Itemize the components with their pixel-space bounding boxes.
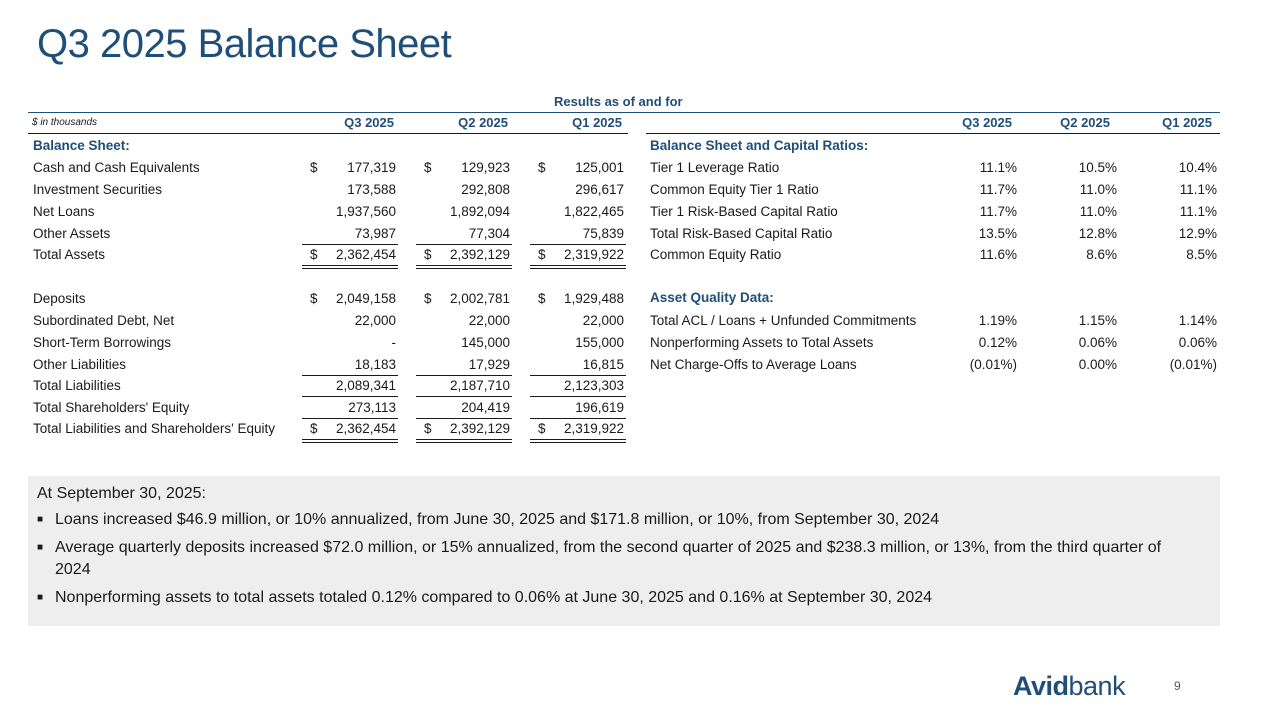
dollar-sign [538, 203, 552, 221]
total-underline [416, 244, 512, 245]
balance-sheet-section-label: Balance Sheet: [33, 138, 130, 153]
ratio-value: 11.6% [979, 247, 1017, 262]
logo-part-bank: bank [1068, 671, 1126, 701]
ratio-value: 11.1% [1179, 182, 1217, 197]
dollar-sign [538, 225, 552, 243]
dollar-sign [538, 377, 552, 395]
balance-sheet-value [310, 246, 396, 264]
logo-part-avid: Avid [1013, 671, 1069, 701]
dollar-sign [310, 312, 324, 330]
ratio-value: 0.12% [978, 335, 1017, 350]
left-col-head-q2: Q2 2025 [458, 115, 508, 130]
total-underline [302, 396, 398, 397]
balance-sheet-row-label: Deposits [33, 291, 86, 306]
dollar-sign: $ [310, 160, 318, 175]
ratio-value: 0.00% [1078, 357, 1117, 372]
total-underline [416, 268, 512, 269]
ratio-value: 11.1% [979, 160, 1017, 175]
dollar-sign [424, 334, 438, 352]
balance-sheet-value [310, 203, 396, 221]
total-underline [530, 375, 626, 376]
balance-sheet-value [424, 290, 510, 308]
balance-sheet-value-text: 292,808 [461, 182, 510, 197]
balance-sheet-value-text: 129,923 [461, 160, 510, 175]
notes-bullet [37, 509, 1187, 531]
total-underline [302, 268, 398, 269]
dollar-sign: $ [538, 160, 546, 175]
total-underline [530, 442, 626, 443]
balance-sheet-value [310, 290, 396, 308]
total-underline [416, 439, 512, 440]
ratio-value: 11.0% [1079, 204, 1117, 219]
left-col-head-q1: Q1 2025 [572, 115, 622, 130]
balance-sheet-row-label: Total Shareholders' Equity [33, 400, 190, 415]
balance-sheet-row-label: Short-Term Borrowings [33, 335, 172, 350]
asset-quality-section-label: Asset Quality Data: [650, 290, 774, 305]
total-underline [416, 265, 512, 266]
balance-sheet-value [538, 377, 624, 395]
total-underline [302, 265, 398, 266]
balance-sheet-value-text: 17,929 [468, 357, 510, 372]
balance-sheet-value [538, 159, 624, 177]
ratio-row-label: Common Equity Ratio [650, 247, 782, 262]
balance-sheet-value-text: 2,123,303 [563, 378, 624, 393]
ratio-value: (0.01%) [969, 357, 1017, 372]
right-col-head-q1: Q1 2025 [1162, 115, 1212, 130]
left-col-head-underline [28, 133, 628, 134]
right-col-head-q2: Q2 2025 [1060, 115, 1110, 130]
capital-ratios-section-label: Balance Sheet and Capital Ratios: [650, 138, 869, 153]
notes-bullet [37, 587, 1187, 609]
dollar-sign: $ [310, 421, 318, 436]
balance-sheet-value-text: 2,319,922 [563, 247, 624, 262]
dollar-sign [424, 399, 438, 417]
ratio-value: 8.6% [1086, 247, 1117, 262]
ratio-row-label: Net Charge-Offs to Average Loans [650, 357, 857, 372]
dollar-sign: $ [538, 421, 546, 436]
ratio-row-label: Tier 1 Risk-Based Capital Ratio [650, 204, 838, 219]
dollar-sign [310, 203, 324, 221]
ratio-value: (0.01%) [1169, 357, 1217, 372]
ratio-row-label: Total ACL / Loans + Unfunded Commitments [650, 313, 917, 328]
balance-sheet-value [310, 334, 396, 352]
balance-sheet-row-label: Net Loans [33, 204, 95, 219]
dollar-sign [538, 356, 552, 374]
balance-sheet-value-text: 196,619 [575, 400, 624, 415]
balance-sheet-value [538, 334, 624, 352]
dollar-sign [424, 225, 438, 243]
balance-sheet-row-label: Total Assets [33, 247, 106, 262]
balance-sheet-value-text: 16,815 [582, 357, 624, 372]
ratio-value: 1.15% [1078, 313, 1117, 328]
balance-sheet-value [310, 399, 396, 417]
dollar-sign [310, 356, 324, 374]
dollar-sign [424, 181, 438, 199]
dollar-sign [538, 312, 552, 330]
balance-sheet-value [538, 399, 624, 417]
balance-sheet-value [310, 420, 396, 438]
ratio-value: 13.5% [978, 226, 1017, 241]
total-underline [416, 396, 512, 397]
total-underline [416, 375, 512, 376]
balance-sheet-value-text: 2,187,710 [449, 378, 510, 393]
ratio-value: 1.14% [1178, 313, 1217, 328]
header-rule [28, 112, 1220, 113]
ratio-row-label: Total Risk-Based Capital Ratio [650, 226, 833, 241]
dollar-sign: $ [310, 247, 318, 262]
dollar-sign [424, 356, 438, 374]
results-header: Results as of and for [554, 94, 683, 109]
balance-sheet-value-text: 77,304 [468, 226, 510, 241]
balance-sheet-row-label: Total Liabilities [33, 378, 121, 393]
balance-sheet-value [538, 356, 624, 374]
balance-sheet-value [310, 159, 396, 177]
balance-sheet-value [424, 377, 510, 395]
dollar-sign [310, 377, 324, 395]
right-col-head-q3: Q3 2025 [962, 115, 1012, 130]
balance-sheet-value [538, 225, 624, 243]
balance-sheet-value-text: 2,002,781 [449, 291, 510, 306]
balance-sheet-row-label: Other Liabilities [33, 357, 127, 372]
dollar-sign: $ [424, 291, 432, 306]
dollar-sign [310, 181, 324, 199]
balance-sheet-value [424, 420, 510, 438]
balance-sheet-value-text: 177,319 [347, 160, 396, 175]
balance-sheet-value-text: 73,987 [354, 226, 396, 241]
notes-heading: At September 30, 2025: [37, 485, 206, 502]
balance-sheet-value-text: 1,822,465 [563, 204, 624, 219]
dollar-sign [424, 312, 438, 330]
dollar-sign [310, 225, 324, 243]
balance-sheet-value-text: 22,000 [582, 313, 624, 328]
total-underline [302, 244, 398, 245]
ratio-row-label: Nonperforming Assets to Total Assets [650, 335, 874, 350]
total-underline [530, 418, 626, 419]
dollar-sign [310, 399, 324, 417]
balance-sheet-value-text: 75,839 [582, 226, 624, 241]
balance-sheet-value-text: 22,000 [468, 313, 510, 328]
dollar-sign [310, 334, 324, 352]
dollar-sign: $ [538, 291, 546, 306]
total-underline [416, 442, 512, 443]
dollar-sign: $ [424, 160, 432, 175]
balance-sheet-value [538, 312, 624, 330]
ratio-value: 10.5% [1078, 160, 1117, 175]
total-underline [530, 439, 626, 440]
ratio-value: 11.7% [979, 182, 1017, 197]
balance-sheet-value-text: 273,113 [348, 400, 396, 415]
balance-sheet-value [538, 203, 624, 221]
balance-sheet-row-label: Cash and Cash Equivalents [33, 160, 200, 175]
balance-sheet-value [424, 225, 510, 243]
bullet-text: Average quarterly deposits increased $72.0 million, or 15% annualized, from the second quarter of 2025 and $238.3 million, or 13%, from the third quarter of 2024 [55, 539, 1162, 578]
balance-sheet-value [538, 181, 624, 199]
balance-sheet-value [424, 246, 510, 264]
balance-sheet-value [424, 334, 510, 352]
units-note: $ in thousands [32, 117, 98, 128]
balance-sheet-value-text: 2,392,129 [449, 247, 510, 262]
dollar-sign: $ [310, 291, 318, 306]
balance-sheet-value-text: 173,588 [347, 182, 396, 197]
page-title: Q3 2025 Balance Sheet [37, 22, 452, 66]
balance-sheet-value-text: 1,929,488 [563, 291, 624, 306]
balance-sheet-value [310, 377, 396, 395]
ratio-row-label: Common Equity Tier 1 Ratio [650, 182, 819, 197]
balance-sheet-value [538, 290, 624, 308]
balance-sheet-value-text: 2,089,341 [335, 378, 396, 393]
ratio-value: 8.5% [1186, 247, 1217, 262]
balance-sheet-value-text: 22,000 [354, 313, 396, 328]
ratio-value: 1.19% [978, 313, 1017, 328]
balance-sheet-value [538, 246, 624, 264]
balance-sheet-value-text: - [391, 335, 396, 350]
bullet-icon: ■ [37, 542, 44, 553]
dollar-sign [424, 377, 438, 395]
page-number: 9 [1174, 679, 1181, 693]
balance-sheet-value [310, 356, 396, 374]
total-underline [530, 396, 626, 397]
total-underline [302, 442, 398, 443]
dollar-sign [424, 203, 438, 221]
bullet-text: Loans increased $46.9 million, or 10% annualized, from June 30, 2025 and $171.8 million, or 10%, from September 30, 2024 [55, 511, 940, 528]
balance-sheet-value [424, 203, 510, 221]
balance-sheet-value [310, 181, 396, 199]
bullet-text: Nonperforming assets to total assets totaled 0.12% compared to 0.06% at June 30, 2025 and 0.16% at September 30, 2024 [55, 589, 933, 606]
balance-sheet-value-text: 18,183 [354, 357, 396, 372]
balance-sheet-value [310, 225, 396, 243]
total-underline [302, 418, 398, 419]
ratio-value: 10.4% [1178, 160, 1217, 175]
total-underline [530, 244, 626, 245]
balance-sheet-value [424, 312, 510, 330]
right-col-head-underline [646, 133, 1220, 134]
total-underline [302, 439, 398, 440]
balance-sheet-value-text: 2,049,158 [335, 291, 396, 306]
notes-box [28, 476, 1220, 626]
ratio-value: 12.9% [1178, 226, 1217, 241]
balance-sheet-value-text: 155,000 [575, 335, 624, 350]
balance-sheet-value-text: 1,892,094 [449, 204, 510, 219]
balance-sheet-row-label: Subordinated Debt, Net [33, 313, 175, 328]
balance-sheet-row-label: Investment Securities [33, 182, 163, 197]
dollar-sign: $ [538, 247, 546, 262]
left-col-head-q3: Q3 2025 [344, 115, 394, 130]
balance-sheet-value-text: 2,392,129 [449, 421, 510, 436]
ratio-value: 11.7% [979, 204, 1017, 219]
bullet-icon: ■ [37, 514, 44, 525]
ratio-value: 11.0% [1079, 182, 1117, 197]
total-underline [530, 265, 626, 266]
total-underline [530, 268, 626, 269]
balance-sheet-row-label: Other Assets [33, 226, 111, 241]
balance-sheet-value [310, 312, 396, 330]
balance-sheet-value [538, 420, 624, 438]
balance-sheet-value-text: 145,000 [461, 335, 510, 350]
notes-bullet [37, 537, 1187, 581]
balance-sheet-value-text: 2,362,454 [335, 421, 396, 436]
ratio-value: 0.06% [1178, 335, 1217, 350]
balance-sheet-value-text: 2,319,922 [563, 421, 624, 436]
dollar-sign [538, 399, 552, 417]
ratio-value: 11.1% [1179, 204, 1217, 219]
balance-sheet-value-text: 1,937,560 [335, 204, 396, 219]
ratio-row-label: Tier 1 Leverage Ratio [650, 160, 780, 175]
dollar-sign: $ [424, 247, 432, 262]
balance-sheet-row-label: Total Liabilities and Shareholders' Equity [33, 421, 275, 436]
ratio-value: 0.06% [1078, 335, 1117, 350]
balance-sheet-value [424, 181, 510, 199]
balance-sheet-value-text: 296,617 [575, 182, 624, 197]
avidbank-logo [1013, 671, 1125, 702]
total-underline [302, 375, 398, 376]
balance-sheet-value [424, 356, 510, 374]
dollar-sign [538, 334, 552, 352]
total-underline [416, 418, 512, 419]
balance-sheet-value-text: 204,419 [461, 400, 510, 415]
balance-sheet-value-text: 125,001 [575, 160, 624, 175]
dollar-sign: $ [424, 421, 432, 436]
ratio-value: 12.8% [1078, 226, 1117, 241]
balance-sheet-value [424, 399, 510, 417]
balance-sheet-value-text: 2,362,454 [335, 247, 396, 262]
bullet-icon: ■ [37, 592, 44, 603]
balance-sheet-value [424, 159, 510, 177]
dollar-sign [538, 181, 552, 199]
